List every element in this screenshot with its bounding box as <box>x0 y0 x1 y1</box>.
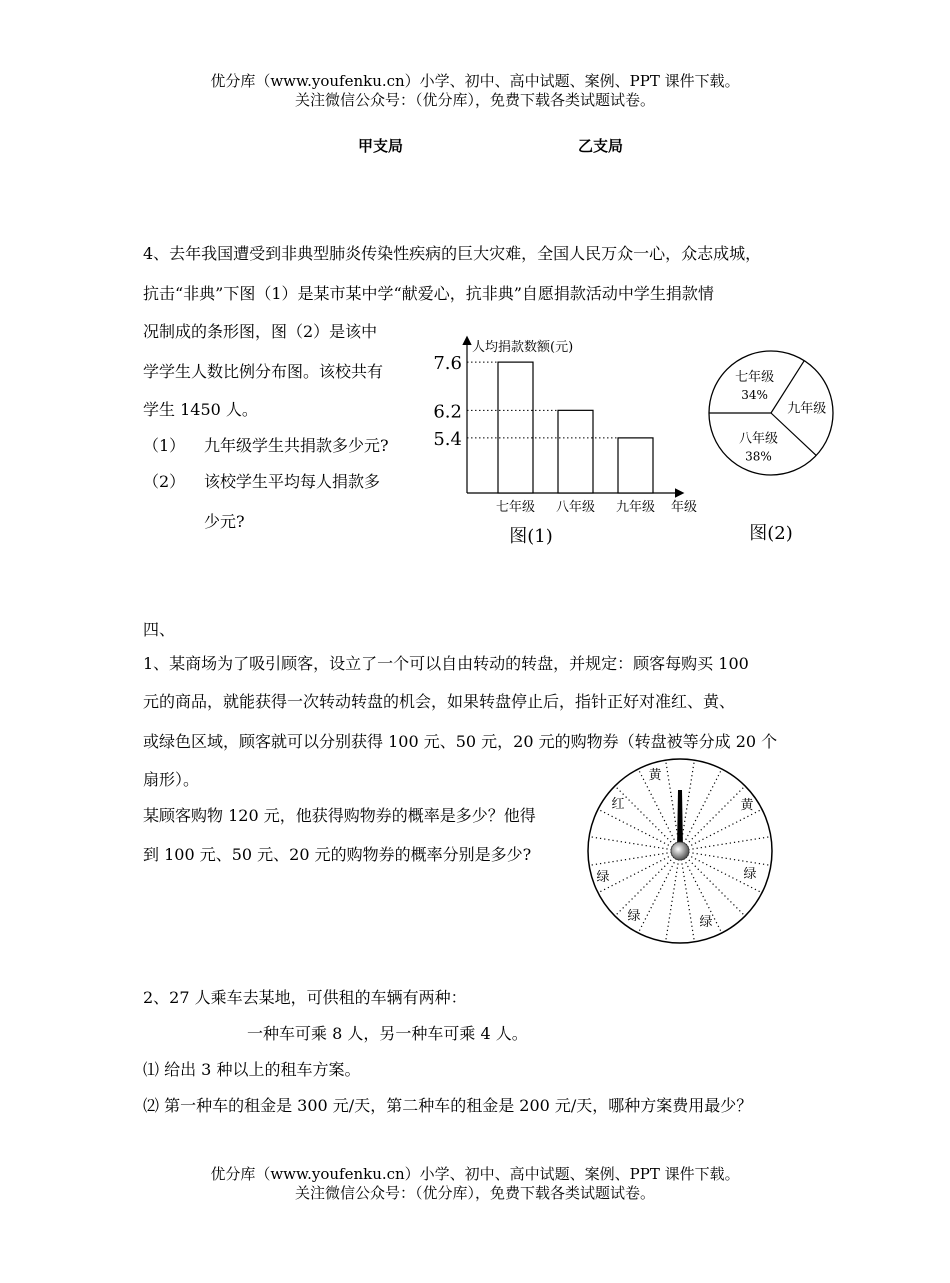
footer-line-2: 关注微信公众号：（优分库），免费下载各类试题试卷。 <box>294 1184 655 1202</box>
s4-q1-line-6: 到 100 元、50 元、20 元的购物券的概率分别是多少? <box>143 845 532 864</box>
pie-slice-label: 九年级 <box>787 401 827 417</box>
spinner-sector-label: 红 <box>611 797 625 812</box>
header-line-2: 关注微信公众号：（优分库），免费下载各类试题试卷。 <box>294 91 655 109</box>
spinner-hub <box>671 842 689 860</box>
spinner-sector-label: 绿 <box>699 915 713 930</box>
s4-q2-line-2: 一种车可乘 8 人，另一种车可乘 4 人。 <box>247 1024 528 1043</box>
q4-sub1-text: 九年级学生共捐款多少元? <box>204 436 389 455</box>
s4-q2-line-4: ⑵ 第一种车的租金是 300 元/天，第二种车的租金是 200 元/天，哪种方案费用最少？ <box>143 1096 753 1115</box>
y-axis-label: 人均捐款数额(元) <box>472 340 574 355</box>
branch-right-label: 乙支局 <box>578 137 624 155</box>
bar-chart <box>420 328 720 553</box>
section-4-heading: 四、 <box>143 620 176 639</box>
q4-line-3: 况制成的条形图，图（2）是该中 <box>143 322 378 341</box>
q4-sub1-number: （1） <box>143 436 186 455</box>
spinner-wheel <box>582 758 778 948</box>
branch-left-label: 甲支局 <box>358 137 404 155</box>
spinner-sector-label: 绿 <box>596 870 610 885</box>
s4-q2-line-1: 2、27 人乘车去某地，可供租的车辆有两种： <box>143 988 467 1007</box>
figure-2-caption: 图(2) <box>749 523 793 544</box>
s4-q2-line-3: ⑴ 给出 3 种以上的租车方案。 <box>143 1060 361 1079</box>
y-tick-label: 6.2 <box>433 401 462 423</box>
x-tick-label: 八年级 <box>555 500 596 515</box>
y-tick-label: 5.4 <box>433 428 462 450</box>
y-tick-label: 7.6 <box>433 353 462 375</box>
q4-sub2-text: 该校学生平均每人捐款多 <box>204 472 381 491</box>
spinner-pointer <box>677 790 683 849</box>
pie-slice-percent: 34% <box>741 388 768 403</box>
spinner-sector-label: 绿 <box>743 867 757 882</box>
pie-slice-label: 八年级 <box>738 431 778 447</box>
q4-line-2: 抗击“非典”下图（1）是某市某中学“献爱心，抗非典”自愿捐款活动中学生捐款情 <box>143 284 714 303</box>
q4-line-5: 学生 1450 人。 <box>143 400 258 419</box>
header-line-1: 优分库（www.youfenku.cn）小学、初中、高中试题、案例、PPT 课件下载。 <box>210 72 740 90</box>
x-axis-label: 年级 <box>671 500 698 515</box>
spinner-sector-label: 黄 <box>740 798 754 813</box>
q4-line-4: 学学生人数比例分布图。该校共有 <box>143 362 384 381</box>
pie-slice-percent: 38% <box>745 449 772 464</box>
q4-line-1: 4、去年我国遭受到非典型肺炎传染性疾病的巨大灾难，全国人民万众一心，众志成城， <box>143 244 762 263</box>
x-tick-label: 七年级 <box>495 500 536 515</box>
bar <box>498 362 533 493</box>
s4-q1-line-5: 某顾客购物 120 元，他获得购物券的概率是多少？他得 <box>143 806 536 825</box>
pie-chart <box>700 340 850 550</box>
footer-line-1: 优分库（www.youfenku.cn）小学、初中、高中试题、案例、PPT 课件下载。 <box>210 1165 740 1183</box>
s4-q1-line-4: 扇形）。 <box>143 770 200 789</box>
s4-q1-line-1: 1、某商场为了吸引顾客，设立了一个可以自由转动的转盘，并规定：顾客每购买 100 <box>143 654 749 673</box>
x-tick-label: 九年级 <box>615 500 656 515</box>
bar <box>618 438 653 493</box>
s4-q1-line-2: 元的商品，就能获得一次转动转盘的机会，如果转盘停止后，指针正好对准红、黄、 <box>143 692 736 711</box>
q4-sub2-number: （2） <box>143 472 186 491</box>
figure-1-caption: 图(1) <box>509 526 553 547</box>
pie-slice-label: 七年级 <box>735 370 775 386</box>
spinner-sector-label: 绿 <box>627 909 641 924</box>
bar <box>558 410 593 493</box>
q4-sub2-continued: 少元? <box>204 512 245 531</box>
s4-q1-line-3: 或绿色区域，顾客就可以分别获得 100 元、50 元，20 元的购物券（转盘被等分成 20 个 <box>143 732 778 751</box>
spinner-sector-label: 黄 <box>648 768 662 783</box>
